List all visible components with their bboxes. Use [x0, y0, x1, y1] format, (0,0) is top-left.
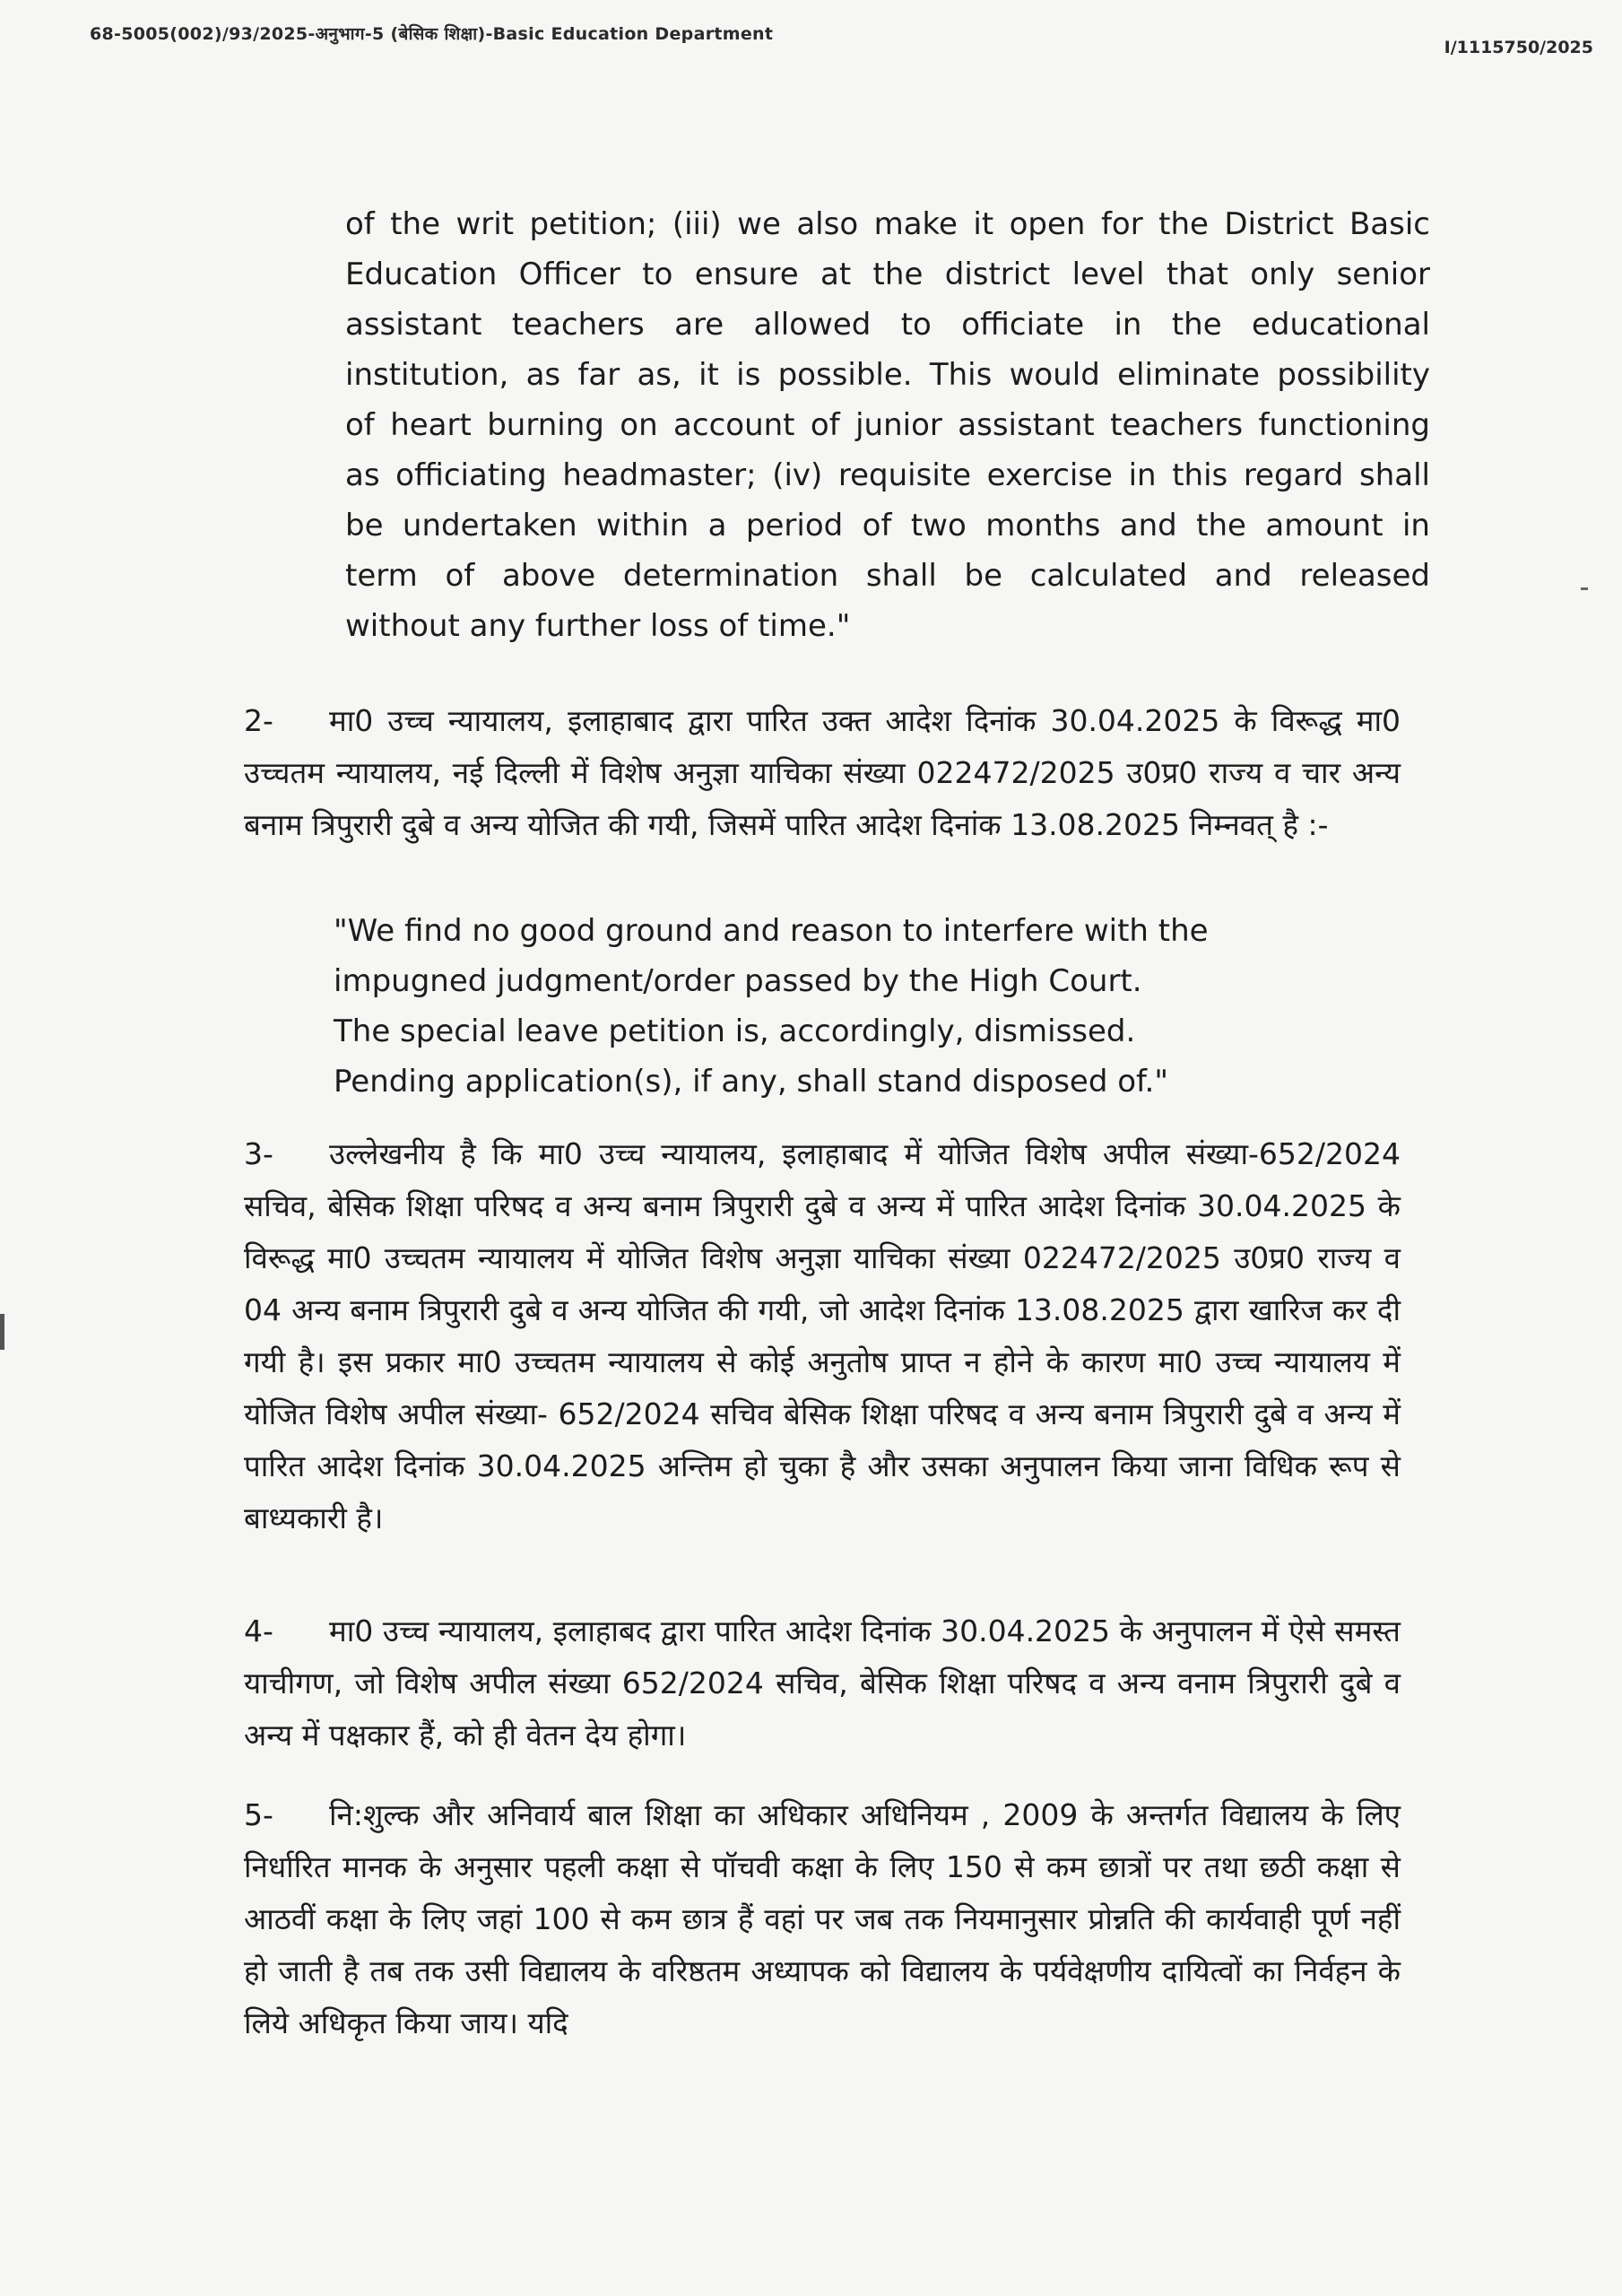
quote-line: The special leave petition is, accordingly, dismissed.: [334, 1013, 1136, 1049]
supreme-court-quote: [334, 906, 1409, 1107]
paragraph-3: [244, 1128, 1401, 1544]
quote-line: Pending application(s), if any, shall stand disposed of.": [334, 1064, 1168, 1100]
file-reference: 68-5005(002)/93/2025-अनुभाग-5 (बेसिक शिक्षा)-Basic Education Department: [90, 24, 774, 44]
document-id: I/1115750/2025: [1444, 38, 1593, 57]
court-order-quote: [345, 199, 1430, 651]
stray-mark: [1581, 587, 1588, 590]
quote-line: as officiating headmaster; (iv) requisite exercise in this regard shall: [345, 457, 1430, 493]
paragraph-4: [244, 1605, 1401, 1761]
quote-line: of heart burning on account of junior assistant teachers functioning: [345, 407, 1430, 443]
paragraph-number: 2-: [244, 703, 273, 738]
quote-line: assistant teachers are allowed to officiate in the educational: [345, 307, 1430, 343]
paragraph-number: 3-: [244, 1136, 273, 1171]
paragraph-text: मा0 उच्च न्यायालय, इलाहाबाद द्वारा पारित उक्त आदेश दिनांक 30.04.2025 के विरूद्ध मा0 उच्चतम न्यायालय, नई दिल्ली में विशेष अनुज्ञा याचिका संख्या 022472/2025 उ0प्र0 राज्य व चार अन्य बनाम त्रिपुरारी दुबे व अन्य योजित की गयी, जिसमें पारित आदेश दिनांक 13.08.2025 निम्नवत् है :-: [244, 703, 1401, 842]
quote-line: institution, as far as, it is possible. This would eliminate possibility: [345, 357, 1430, 393]
quote-line: without any further loss of time.": [345, 608, 851, 644]
quote-line: impugned judgment/order passed by the High Court.: [334, 963, 1142, 999]
quote-line: "We find no good ground and reason to interfere with the: [334, 913, 1209, 949]
paragraph-number: 5-: [244, 1797, 273, 1832]
paragraph-2: [244, 695, 1401, 851]
binding-mark: [0, 1314, 4, 1350]
quote-line: be undertaken within a period of two months and the amount in: [345, 508, 1430, 544]
quote-line: Education Officer to ensure at the district level that only senior: [345, 257, 1430, 292]
paragraph-text: मा0 उच्च न्यायालय, इलाहाबद द्वारा पारित आदेश दिनांक 30.04.2025 के अनुपालन में ऐसे समस्त याचीगण, जो विशेष अपील संख्या 652/2024 सचिव, बेसिक शिक्षा परिषद व अन्य वनाम त्रिपुरारी दुबे व अन्य में पक्षकार हैं, को ही वेतन देय होगा।: [244, 1613, 1401, 1752]
quote-line: of the writ petition; (iii) we also make it open for the District Basic: [345, 206, 1430, 242]
paragraph-5: [244, 1789, 1401, 2049]
paragraph-text: उल्लेखनीय है कि मा0 उच्च न्यायालय, इलाहाबाद में योजित विशेष अपील संख्या-652/2024 सचिव, बेसिक शिक्षा परिषद व अन्य बनाम त्रिपुरारी दुबे व अन्य में पारित आदेश दिनांक 30.04.2025 के विरूद्ध मा0 उच्चतम न्यायालय में योजित विशेष अनुज्ञा याचिका संख्या 022472/2025 उ0प्र0 राज्य व 04 अन्य बनाम त्रिपुरारी दुबे व अन्य योजित की गयी, जो आदेश दिनांक 13.08.2025 द्वारा खारिज कर दी गयी है। इस प्रकार मा0 उच्चतम न्यायालय से कोई अनुतोष प्राप्त न होने के कारण मा0 उच्च न्यायालय में योजित विशेष अपील संख्या- 652/2024 सचिव बेसिक शिक्षा परिषद व अन्य बनाम त्रिपुरारी दुबे व अन्य में पारित आदेश दिनांक 30.04.2025 अन्तिम हो चुका है और उसका अनुपालन किया जाना विधिक रूप से बाध्यकारी है।: [244, 1136, 1401, 1535]
paragraph-text: नि:शुल्क और अनिवार्य बाल शिक्षा का अधिकार अधिनियम , 2009 के अन्तर्गत विद्यालय के लिए निर्धारित मानक के अनुसार पहली कक्षा से पॉचवी कक्षा के लिए 150 से कम छात्रों पर तथा छठी कक्षा से आठवीं कक्षा के लिए जहां 100 से कम छात्र हैं वहां पर जब तक नियमानुसार प्रोन्नति की कार्यवाही पूर्ण नहीं हो जाती है तब तक उसी विद्यालय के वरिष्ठतम अध्यापक को विद्यालय के पर्यवेक्षणीय दायित्वों का निर्वहन के लिये अधिकृत किया जाय। यदि: [244, 1797, 1401, 2040]
paragraph-number: 4-: [244, 1613, 273, 1648]
quote-line: term of above determination shall be calculated and released: [345, 558, 1430, 594]
